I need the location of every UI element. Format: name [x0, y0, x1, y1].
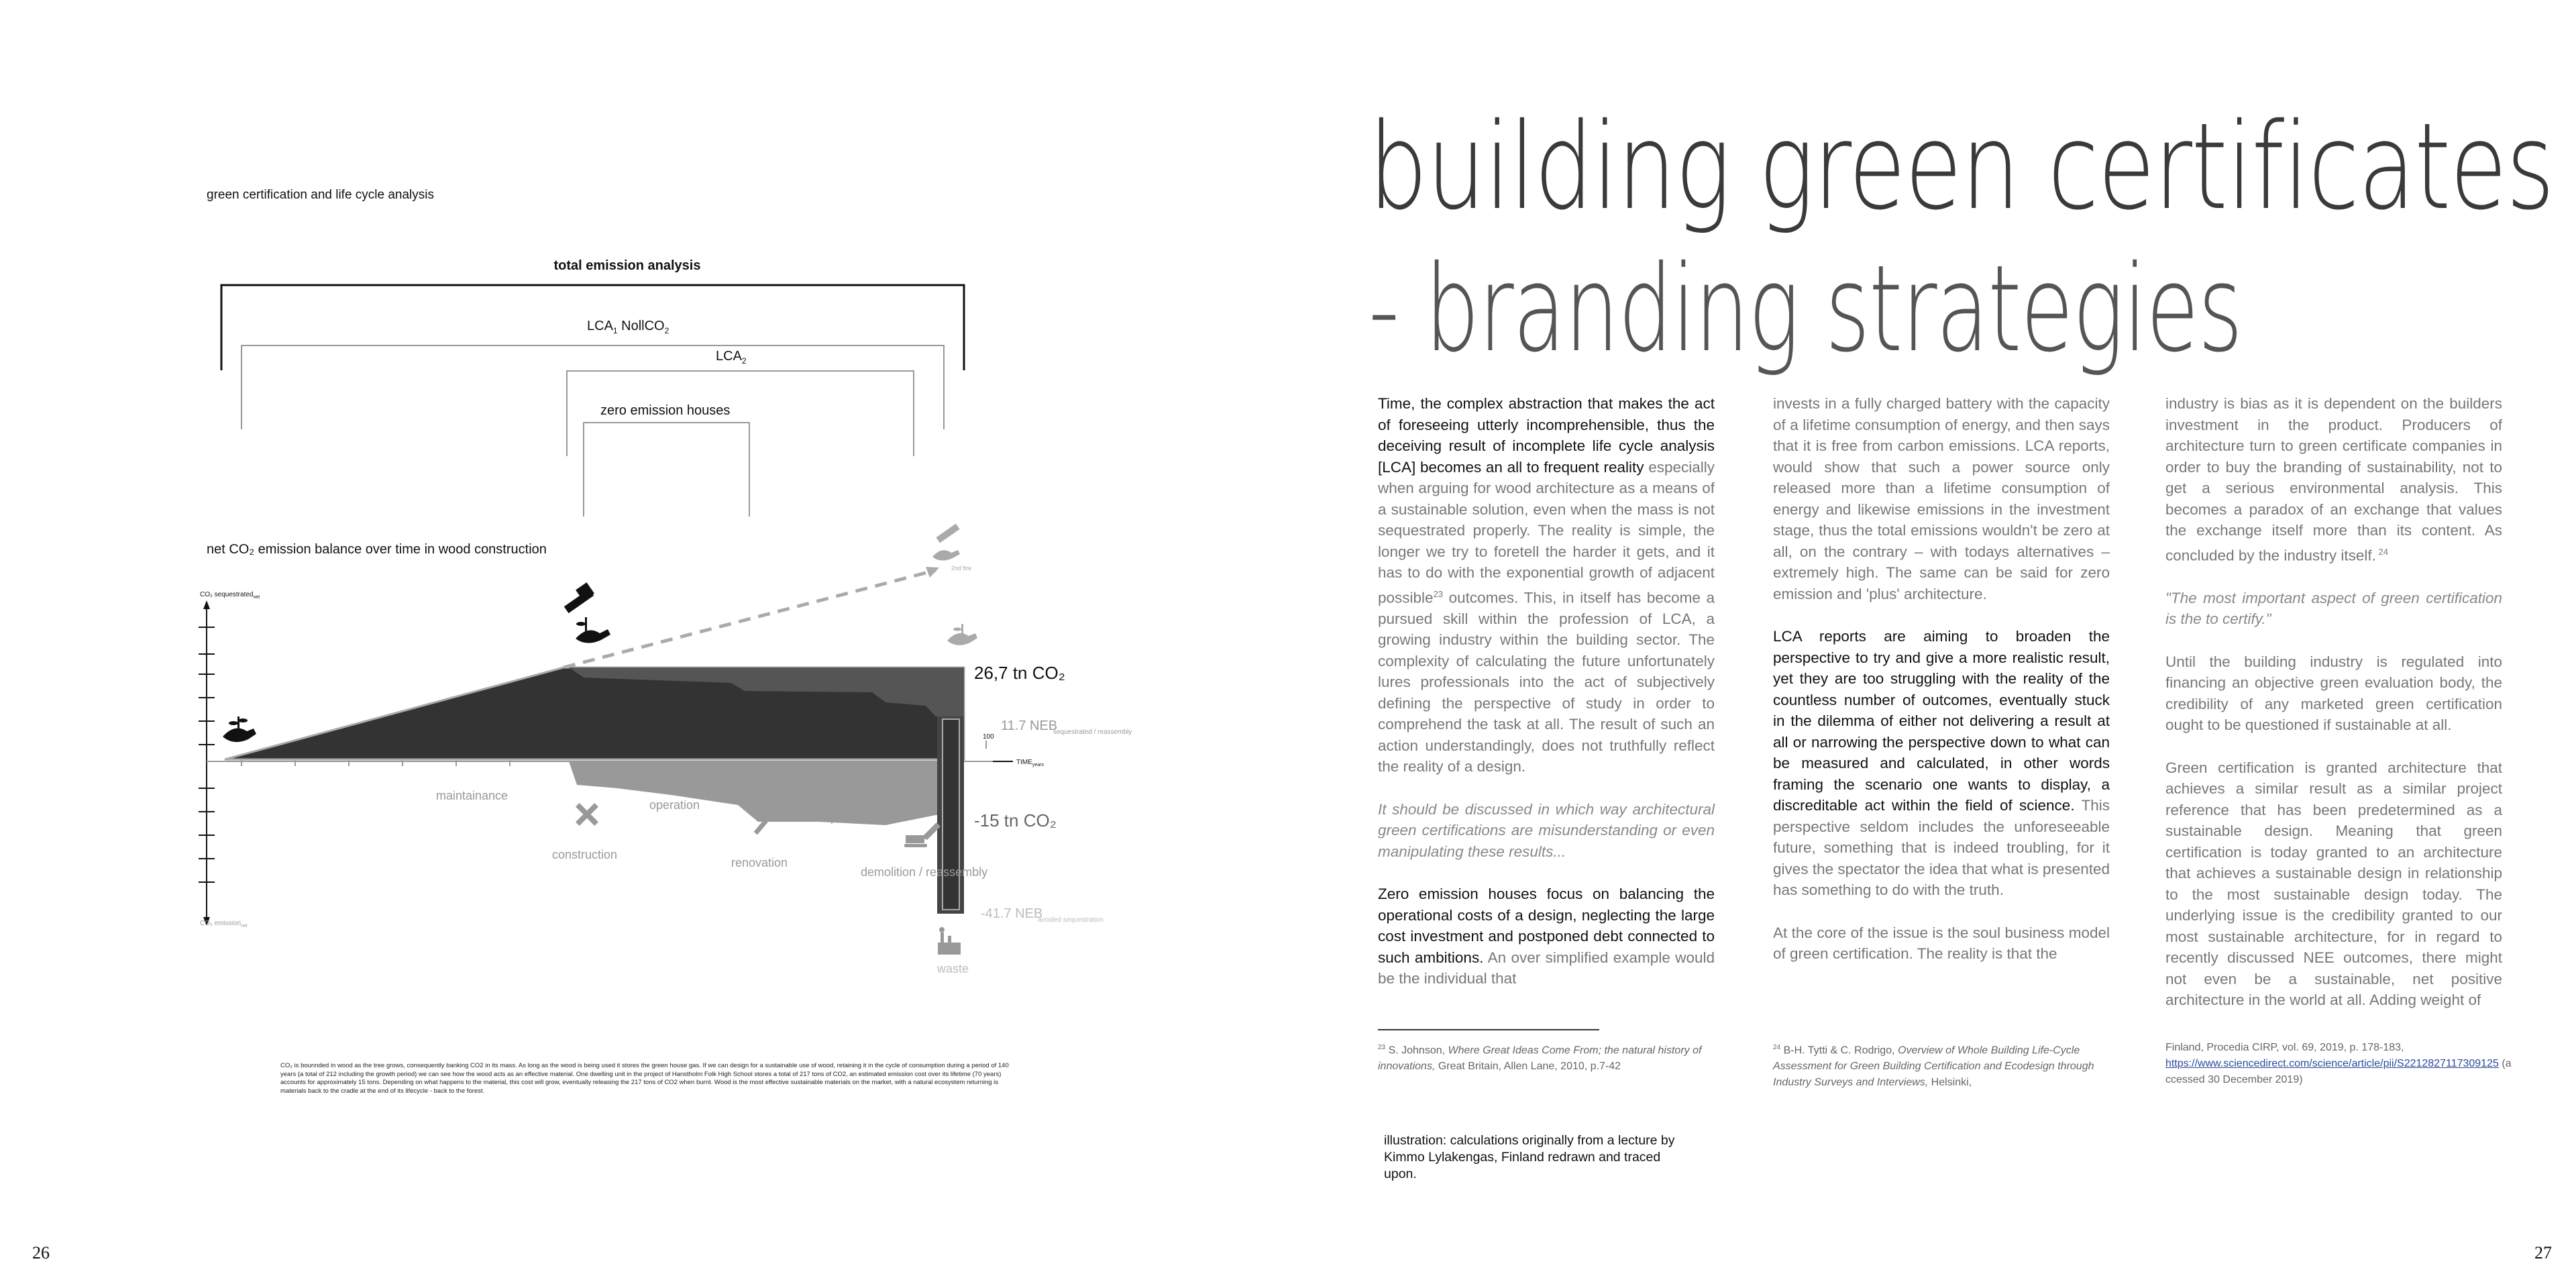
phase-waste: waste: [937, 962, 969, 975]
neb-negative: -41.7 NEB: [981, 906, 1043, 921]
footnote-24: $^{24}$ B-H. Tytti & C. Rodrigo, Overview of Whole Building Life-Cycle Assessment for Green Building Certification and Ecodesign through Industry Surveys and Interviews, Helsinki,: [1773, 1044, 2094, 1089]
phase-renovation: renovation: [731, 856, 788, 869]
y-axis-arrow-up: [203, 600, 210, 609]
emission-area: [569, 761, 964, 825]
text-column-2: [1773, 393, 2110, 986]
sapling-hand-icon: [223, 716, 256, 742]
emission-column-inner: [943, 719, 959, 910]
phase-operation-2: operation: [824, 810, 875, 824]
diagram-caption: CO₂ is bounnded in wood as the tree grows, consequently banking CO2 in its mass. As long as the wood is being used it stores the green house gas. If we can design for a sustainable use of wood, retaining it in the cycle of consumption during a period of 140 years (a total of 212 including the growth period) we can see how the wood acts as an effective material. One dwelling unit in the project of Hanstholm Folk High School stores a total of 217 tons of CO2, an estimated emission cost over its lifetime (70 years) accounts for approximately 15 tons. Depending on what happens to the material, this cost will grow, eventually releasing the 217 tons of CO2 when burnt. Wood is the most effective sustainable materials on the market, with a natural ecosystem returning is materials back to the cradle at the end of its lifecycle - back to the forest.: [280, 1062, 1009, 1095]
zero-bracket: [584, 423, 749, 517]
lca2-label: $LCA_2$: [716, 349, 747, 366]
reference-link[interactable]: https://www.sciencedirect.com/science/article/pii/S2212827117309125: [2165, 1058, 2499, 1069]
value-negative: -15 tn CO₂: [974, 810, 1057, 830]
col3-paragraph-1: industry is bias as it is dependent on the builders investment in the product. Producers of architecture turn to green certificate companies in order to buy the branding of sustainability, not to get a serious environmental analysis. This becomes a paradox of an exchange that values the exchange itself more than its content. As concluded by the industry itself. $^{24}$: [2165, 395, 2502, 564]
footnote-24-continued: Finland, Procedia CIRP, vol. 69, 2019, p. 178-183, https://www.sciencedirect.com/science/article/pii/S2212827117309125 (accessed 30 December 2019): [2165, 1042, 2512, 1085]
projection-dashed-line: [564, 570, 936, 667]
text-column-1: [1378, 393, 1715, 1011]
col2-paragraph-2: LCA reports are aiming to broaden the perspective to try and give a more realistic result, yet they are too struggling with the reality of the countless number of outcomes, eventually stuck in the dilemma of either not delivering a result at all or narrowing the perspective down to what can be measured and calculated, in other words framing the scenario one wants to display, a discreditable act within the field of science. This perspective seldom includes the unforeseeable future, something that is indeed troubling, for it gives the spectator the idea that what is presented has something to do with the truth.: [1773, 628, 2110, 898]
lca1-bracket: [241, 345, 944, 429]
neb-negative-sub: avoided sequestration: [1038, 916, 1104, 924]
footnote-divider: [1378, 1029, 1599, 1030]
phase-construction: construction: [552, 848, 618, 861]
page-title-line2: - branding strategies: [1368, 239, 2242, 378]
excavator-icon: [904, 822, 941, 847]
page-title-line1: building green certificates: [1368, 97, 2554, 236]
neb-positive-sub: sequestrated / reassembly: [1053, 729, 1132, 736]
y-axis: [199, 607, 215, 919]
construction-tools-icon: [576, 803, 598, 826]
col3-paragraph-4: Green certification is granted architecture that achieves a similar result as a similar project reference that has been predetermined as a sustainable design. Meaning that green certification is today granted to an architecture that achieves a sustainable design in relationship to the most sustainable design today. The underlying issue is the credibility granted to our most sustainable architecture, for in regard to recently discussed NEE outcomes, there might not even be a sustainable, net positive architecture in the world at all. Adding weight of: [2165, 759, 2502, 1008]
col2-paragraph-1: invests in a fully charged battery with the capacity of a lifetime consumption of energy, and then says that it is free from carbon emissions. LCA reports, would show that such a power source only released more than a lifetime consumption of energy and likewise emissions in the investment stage, thus the total emissions wouldn't be zero at all, on the contrary – with todays alternatives – extremely high. The same can be said for zero emission and 'plus' architecture.: [1773, 395, 2110, 602]
fire-label: 2nd fire: [951, 565, 972, 572]
col1-paragraph-1: Time, the complex abstraction that makes the act of foreseeing utterly incomprehensible, thus the deceiving result of incomplete life cycle analysis [LCA] becomes an all to frequent reality especially when arguing for wood architecture as a means of a sustainable solution, even when the mass is not sequestrated properly. The reality is simple, the longer we try to foretell the harder it gets, and it has to do with the exponential growth of adjacent possible$^{23}$ outcomes. This, in itself has become a pursued skill within the profession of LCA, a growing industry within the building sector. The complexity of calculating the future unfortunately lures professionals into the act of subjectively defining the perspective of study in order to comprehend the task at all. The result of such an action understandingly, does not truthfully reflect the reality of a design.: [1378, 395, 1715, 775]
col1-paragraph-3: Zero emission houses focus on balancing the operational costs of a design, neglecting the large cost investment and postponed debt connected to such ambitions. An over simplified example would be the individual that: [1378, 885, 1715, 987]
page-number-left: 26: [32, 1243, 50, 1263]
y-bottom-label: CO₂ emission$_{net}$: [200, 920, 248, 928]
total-label: total emission analysis: [553, 258, 701, 273]
text-column-3: [2165, 393, 2502, 1032]
tick-100-label: 100: [983, 733, 994, 741]
lca1-label: $LCA_1$ NollCO$_2$: [587, 319, 669, 335]
illustration-credit: illustration: calculations originally from a lecture by Kimmo Lylakengas, Finland redrawn and traced upon.: [1384, 1133, 1675, 1181]
value-positive: 26,7 tn CO₂: [974, 663, 1065, 683]
projection-arrow: [926, 567, 939, 578]
col3-paragraph-3: Until the building industry is regulated into financing an objective green evaluation body, the credibility of any marketed green certification ought to be questioned if sustainable at all.: [2165, 653, 2502, 733]
col3-paragraph-2: "The most important aspect of green certification is the to certify.": [2165, 589, 2502, 627]
phase-operation-1: operation: [649, 798, 700, 812]
phase-maintainance: maintainance: [436, 789, 508, 802]
net-balance-label: net CO₂ emission balance over time in wood construction: [207, 542, 547, 557]
phase-demolition: demolition / reassembly: [861, 865, 988, 879]
axe-hand-grey-icon: [932, 524, 960, 561]
axe-hand-icon: [564, 582, 610, 643]
sapling-hand-grey-icon: [947, 624, 977, 645]
neb-positive: 11.7 NEB: [1001, 718, 1058, 733]
zero-emission-label: zero emission houses: [600, 403, 731, 418]
y-top-label: CO₂ sequestrated$_{net}$: [200, 591, 260, 600]
col1-paragraph-2: It should be discussed in which way architectural green certifications are misunderstanding or even manipulating these results...: [1378, 800, 1715, 860]
section-label: green certification and life cycle analysis: [207, 188, 435, 202]
time-label: $TIME_{years}$: [1016, 759, 1044, 767]
page-number-right: 27: [2534, 1243, 2552, 1263]
factory-waste-icon: [938, 927, 961, 955]
col2-paragraph-3: At the core of the issue is the soul business model of green certification. The reality is that the: [1773, 924, 2110, 962]
footnote-23: $^{23}$ S. Johnson, Where Great Ideas Come From; the natural history of innovations, Great Britain, Allen Lane, 2010, p.7-42: [1378, 1044, 1702, 1073]
